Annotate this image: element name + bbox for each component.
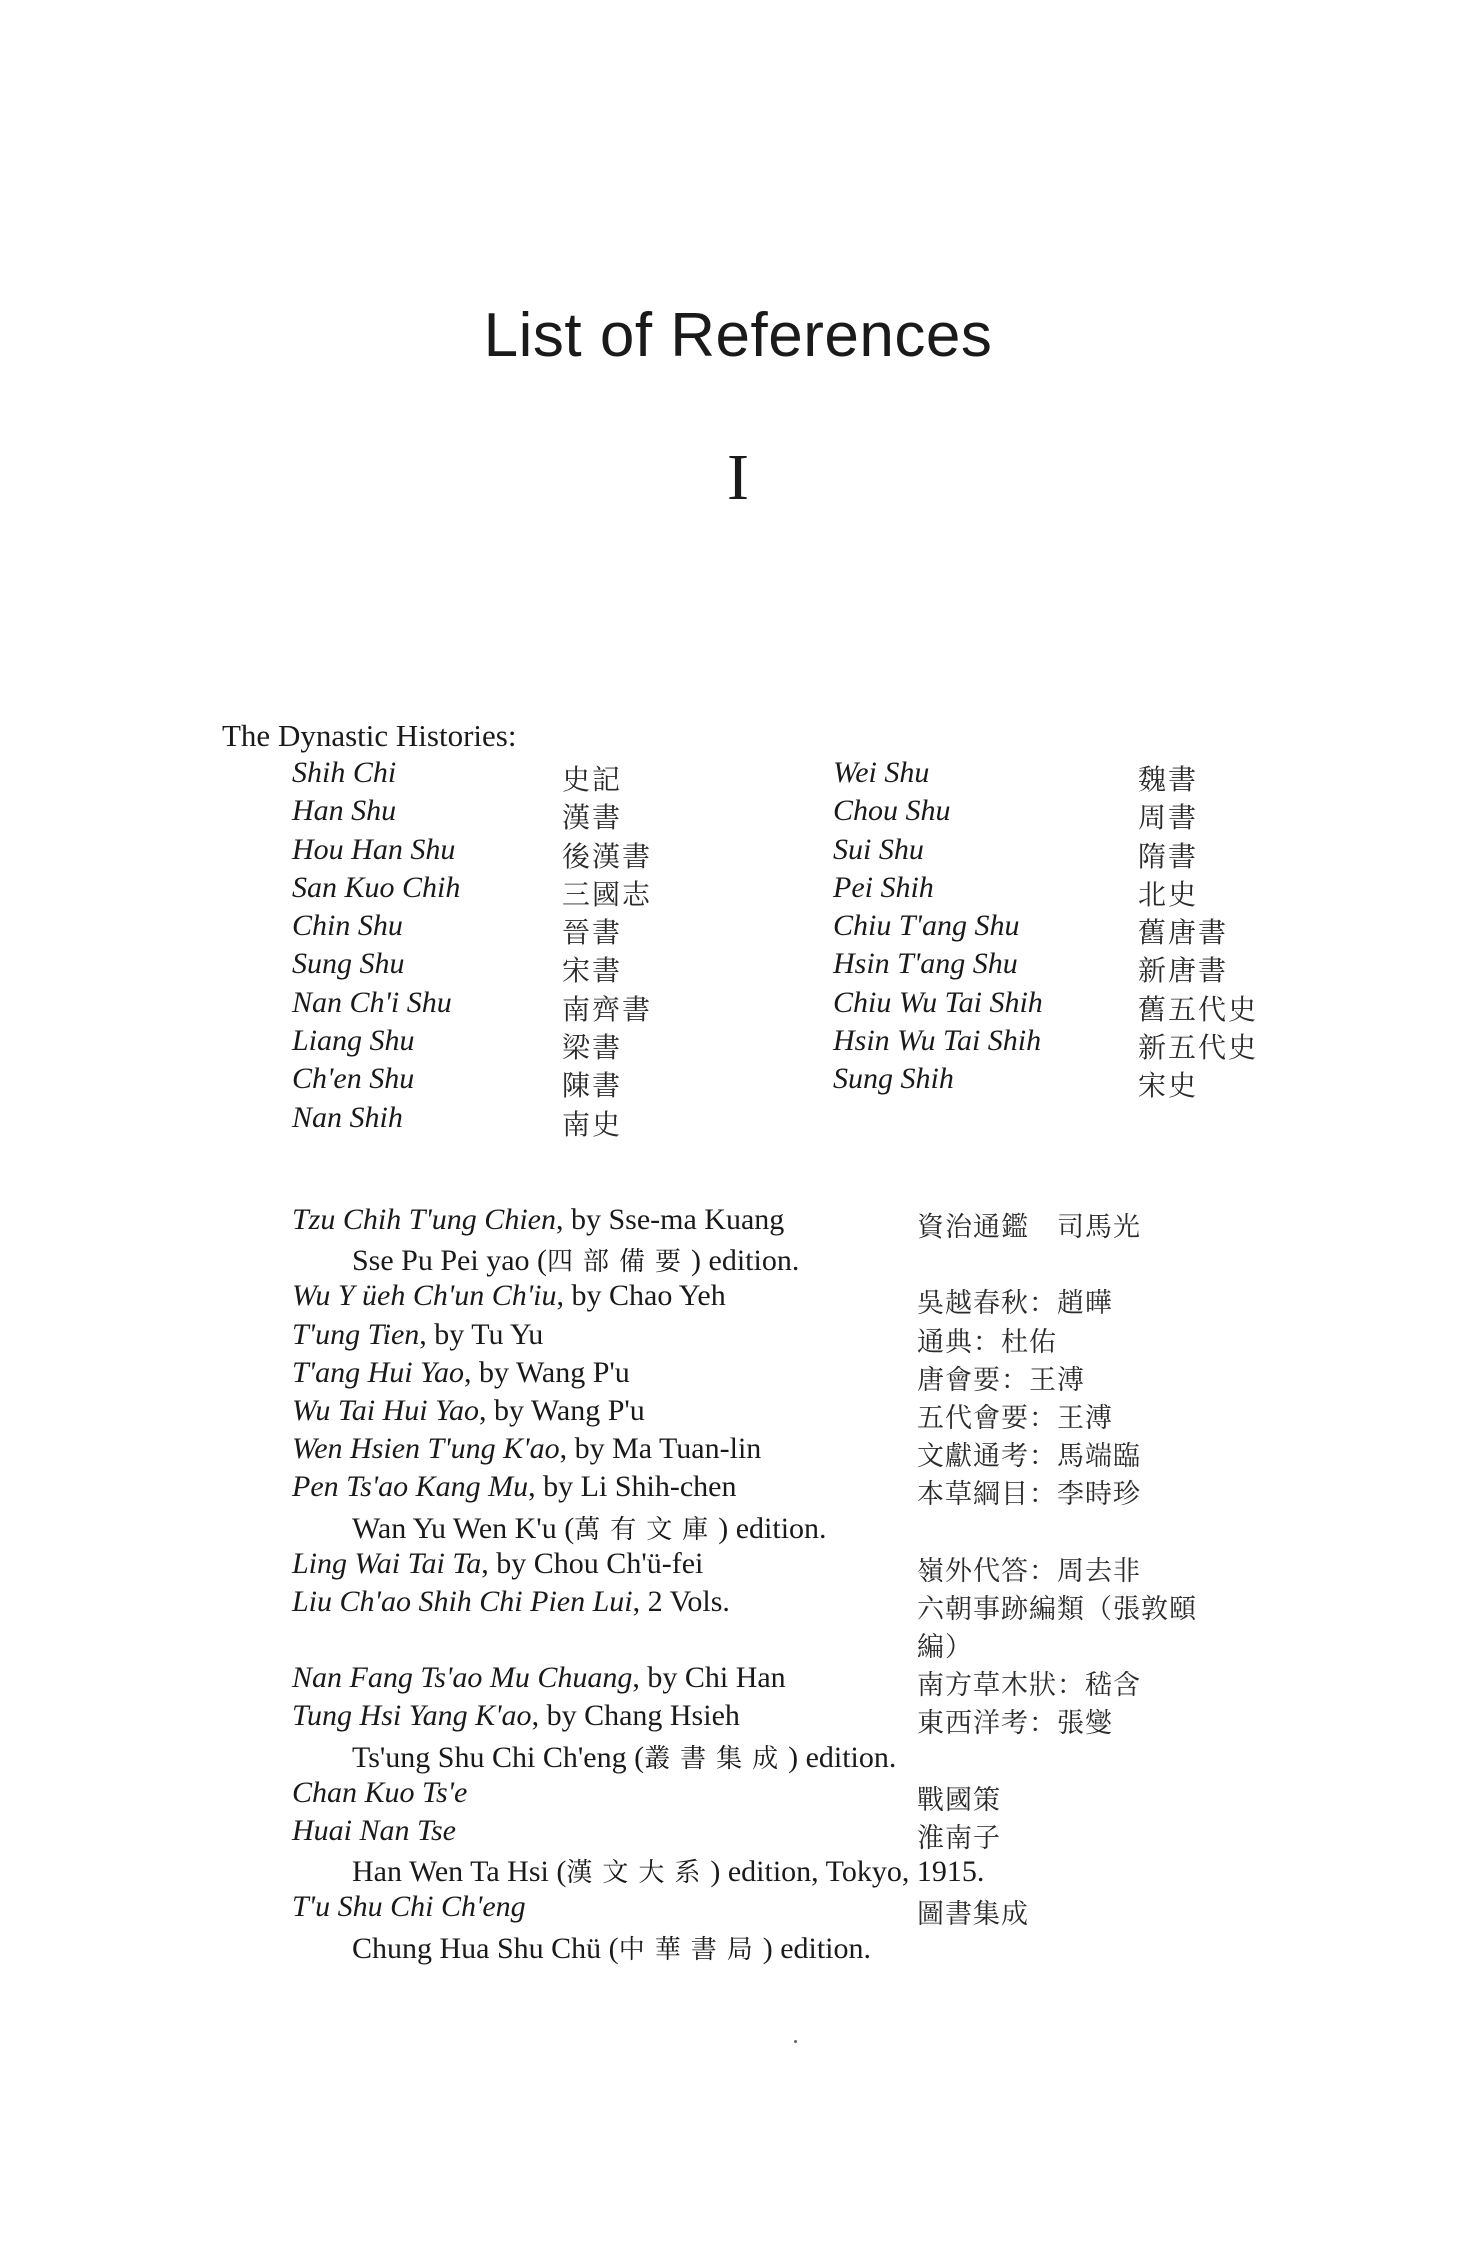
history-romanized: San Kuo Chih [292,870,461,904]
reference-entry [292,1356,1292,1394]
history-romanized: Shih Chi [292,756,397,789]
history-romanized: Chiu Wu Tai Shih [833,985,1043,1019]
history-chinese: 隋書 [1138,839,1199,873]
reference-entry [292,1699,1292,1740]
reference-edition-line [292,1738,1292,1776]
edition-chinese: 叢書集成 [644,1743,789,1774]
reference-text [292,1814,456,1848]
edition-suffix: ) edition, Tokyo, 1915. [710,1855,985,1889]
history-romanized: Hou Han Shu [292,832,456,866]
history-chinese: 舊唐書 [1138,916,1229,950]
reference-edition-line [292,1929,1292,1967]
history-romanized: Nan Shih [292,1100,403,1134]
reference-entry [292,1470,1292,1511]
reference-text [292,1394,645,1428]
history-chinese: 梁書 [562,1031,623,1065]
reference-text [292,1356,630,1390]
reference-edition-line [292,1509,1292,1547]
history-chinese: 後漢書 [562,839,653,873]
reference-title: Tung Hsi Yang K'ao [292,1699,532,1733]
reference-text [352,1509,827,1546]
reference-chinese: 淮南子 [917,1823,1001,1854]
reference-text [292,1470,736,1504]
history-romanized: Hsin T'ang Shu [833,947,1018,981]
history-chinese: 宋史 [1138,1069,1199,1103]
reference-chinese: 南方草木狀：嵇含 [917,1670,1141,1702]
edition-prefix: Chung Hua Shu Chü ( [352,1931,619,1965]
reference-title: Wu Tai Hui Yao [292,1393,480,1427]
history-chinese: 史記 [562,763,623,796]
reference-text [352,1241,799,1278]
reference-chinese: 五代會要：王溥 [917,1402,1113,1434]
reference-continuation [292,1623,1292,1664]
reference-title: Wen Hsien T'ung K'ao [292,1432,560,1466]
reference-text [292,1279,726,1313]
history-chinese: 漢書 [562,801,623,835]
reference-text [292,1432,761,1466]
reference-entry [292,1318,1292,1356]
reference-title: Wu Y üeh Ch'un Ch'iu [292,1279,557,1313]
history-chinese: 新唐書 [1138,954,1229,988]
reference-chinese: 本草綱目：李時珍 [917,1479,1141,1511]
reference-author: , by Tu Yu [419,1317,544,1351]
reference-author: , by Li Shih-chen [528,1470,737,1504]
reference-title: T'ang Hui Yao [292,1355,465,1389]
reference-entry [292,1776,1292,1814]
reference-text [292,1203,784,1237]
page-speck [794,2040,797,2043]
reference-title: Ling Wai Tai Ta [292,1546,482,1580]
reference-entry [292,1890,1292,1931]
reference-chinese: 嶺外代答：周去非 [917,1555,1141,1587]
reference-title: T'ung Tien [292,1317,420,1351]
edition-chinese: 四部備要 [547,1247,692,1278]
reference-text [292,1890,526,1924]
history-romanized: Chin Shu [292,909,403,943]
reference-chinese: 文獻通考：馬端臨 [917,1441,1141,1473]
reference-entry [292,1279,1292,1320]
edition-chinese: 漢文大系 [566,1858,711,1889]
history-chinese: 陳書 [562,1069,623,1103]
reference-author: , by Wang P'u [479,1393,645,1427]
history-chinese: 南史 [562,1107,623,1141]
reference-text [352,1852,984,1889]
edition-prefix: Ts'ung Shu Chi Ch'eng ( [352,1740,645,1774]
edition-suffix: ) edition. [691,1244,800,1278]
reference-entry [292,1814,1292,1852]
history-romanized: Nan Ch'i Shu [292,985,452,1019]
history-romanized: Ch'en Shu [292,1062,415,1096]
edition-suffix: ) edition. [718,1511,827,1545]
reference-chinese: 唐會要：王溥 [917,1364,1085,1396]
edition-chinese: 萬有文庫 [574,1514,719,1545]
history-romanized: Sui Shu [833,832,924,866]
history-chinese: 周書 [1138,801,1199,835]
reference-edition-line [292,1852,1292,1890]
reference-entry [292,1585,1292,1623]
history-romanized: Liang Shu [292,1024,415,1058]
edition-chinese: 中華書局 [618,1934,763,1965]
reference-author: , by Chao Yeh [556,1279,726,1313]
history-romanized: Chiu T'ang Shu [833,909,1020,943]
reference-text [292,1776,467,1810]
reference-author: , by Chang Hsieh [531,1699,740,1733]
reference-title: Huai Nan Tse [292,1814,456,1847]
page-title: List of References [483,301,993,370]
reference-chinese: 通典：杜佑 [917,1326,1057,1358]
reference-edition-line [292,1241,1292,1279]
reference-title: Tzu Chih T'ung Chien [292,1203,556,1236]
history-chinese: 南齊書 [562,992,653,1026]
edition-suffix: ) edition. [788,1740,897,1774]
edition-prefix: Wan Yu Wen K'u ( [352,1511,575,1545]
reference-author: , by Wang P'u [464,1355,630,1389]
history-chinese: 三國志 [562,877,653,911]
history-chinese: 北史 [1138,877,1199,911]
history-romanized: Sung Shu [292,947,405,981]
history-romanized: Chou Shu [833,794,951,828]
dynastic-histories-heading: The Dynastic Histories: [222,718,517,753]
reference-list [292,1203,1292,1967]
reference-entry [292,1432,1292,1473]
history-romanized: Sung Shih [833,1062,954,1096]
history-chinese: 舊五代史 [1138,992,1259,1026]
reference-title: T'u Shu Chi Ch'eng [292,1890,526,1924]
reference-author: , by Ma Tuan-lin [559,1432,762,1466]
history-romanized: Hsin Wu Tai Shih [833,1024,1042,1058]
reference-entry [292,1394,1292,1432]
reference-text [292,1585,730,1619]
reference-author: , by Chi Han [632,1661,786,1695]
reference-chinese: 東西洋考：張燮 [917,1708,1113,1740]
reference-entry [292,1203,1292,1241]
history-romanized: Pei Shih [833,870,934,904]
history-romanized: Wei Shu [833,756,930,789]
reference-entry [292,1661,1292,1702]
reference-text [292,1547,703,1581]
reference-text [292,1318,543,1352]
reference-chinese: 戰國策 [917,1784,1001,1816]
reference-author: , by Chou Ch'ü-fei [481,1546,704,1580]
reference-title: Liu Ch'ao Shih Chi Pien Lui [292,1584,633,1618]
reference-chinese: 編） [917,1632,973,1664]
edition-prefix: Sse Pu Pei yao ( [352,1244,547,1278]
reference-text [292,1661,786,1695]
reference-chinese: 六朝事跡編類（張敦頤 [917,1593,1197,1625]
history-chinese: 晉書 [562,916,623,950]
edition-suffix: ) edition. [762,1931,872,1965]
reference-text [352,1929,871,1966]
reference-title: Chan Kuo Ts'e [292,1775,468,1809]
history-romanized: Han Shu [292,794,397,828]
reference-chinese: 圖書集成 [917,1899,1029,1931]
history-chinese: 宋書 [562,954,623,988]
reference-entry [292,1547,1292,1585]
edition-prefix: Han Wen Ta Hsi ( [352,1855,567,1889]
history-chinese: 魏書 [1138,763,1199,796]
reference-chinese: 吳越春秋：趙曄 [917,1288,1113,1320]
reference-text [292,1699,740,1733]
part-numeral: I [727,441,749,514]
reference-title: Pen Ts'ao Kang Mu [292,1470,529,1504]
reference-title: Nan Fang Ts'ao Mu Chuang [292,1661,633,1695]
reference-chinese: 資治通鑑 司馬光 [917,1212,1141,1243]
reference-author: , by Sse-ma Kuang [555,1203,785,1236]
reference-author: , 2 Vols. [632,1584,730,1618]
reference-text [352,1738,896,1775]
history-chinese: 新五代史 [1138,1031,1259,1065]
